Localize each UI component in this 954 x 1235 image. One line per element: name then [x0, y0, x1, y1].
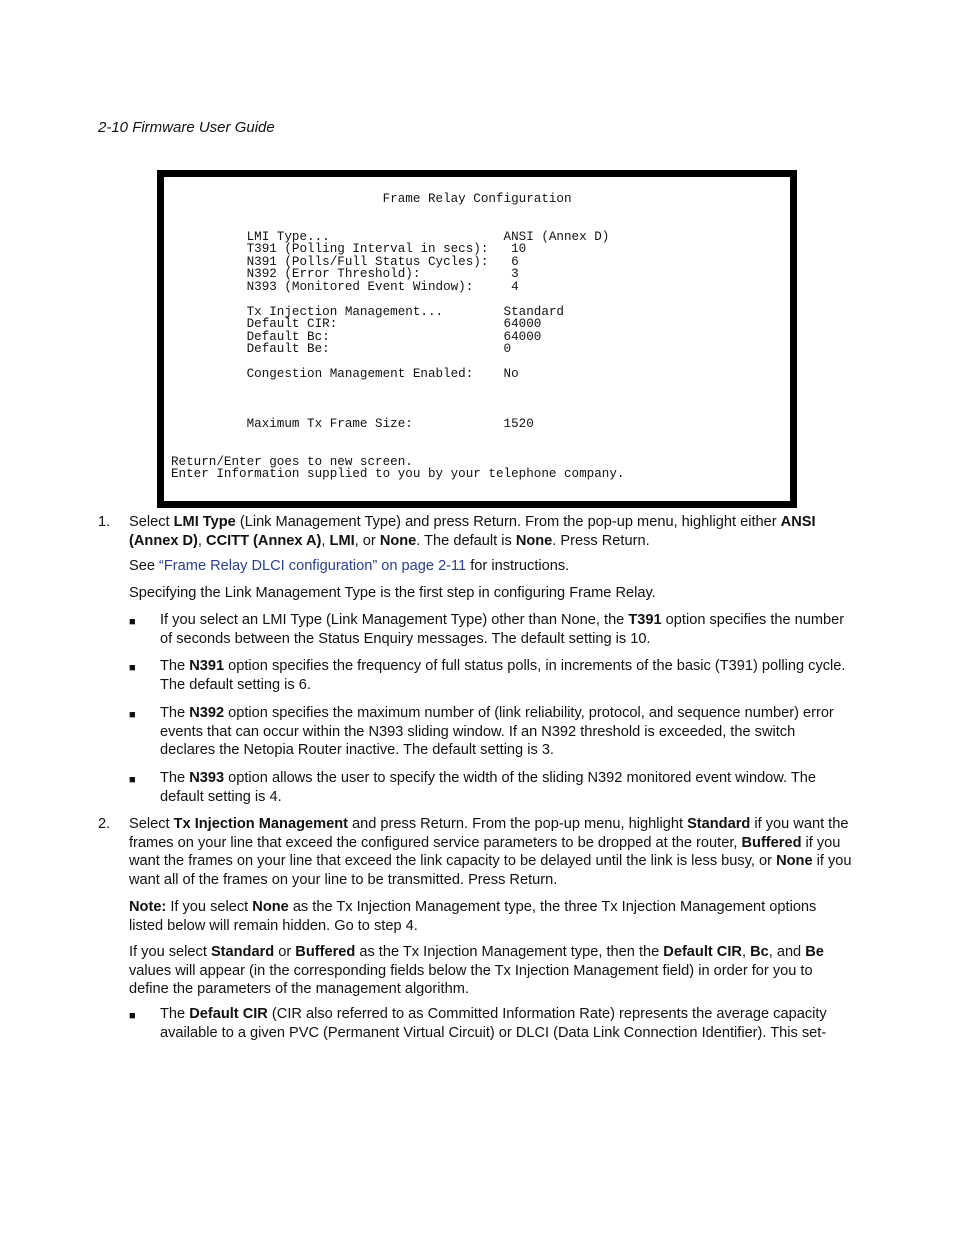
bullet-icon: ■: [129, 616, 136, 628]
see-reference: See “Frame Relay DLCI configuration” on page 2-11 for instructions.: [129, 558, 570, 574]
terminal-screen: [157, 170, 797, 508]
running-head: 2-10 Firmware User Guide: [98, 119, 275, 136]
step-number: 2.: [98, 816, 111, 832]
bullet-icon: ■: [129, 774, 136, 786]
step-1-text: Select LMI Type (Link Management Type) and press Return. From the pop-up menu, highlight either ANSI (Annex D), CCITT (Annex A), LMI, or None. The default is None. Press Return.: [129, 514, 816, 549]
bullet-t391: If you select an LMI Type (Link Management Type) other than None, the T391 option specifies the number of seconds between the Status Enquiry messages. The default setting is 10.: [160, 612, 845, 647]
bullet-icon: ■: [129, 709, 136, 721]
bullet-n393: The N393 option allows the user to specify the width of the sliding N392 monitored event window. The default setting is 4.: [160, 770, 817, 805]
specifying-text: Specifying the Link Management Type is the first step in configuring Frame Relay.: [129, 585, 656, 601]
step-2-text: Select Tx Injection Management and press Return. From the pop-up menu, highlight Standard if you want the frames on your line that exceed the configured service parameters to be dropped at the router, Buffered if you want the frames on your line that exceed the link capacity to be delayed until the link is less busy, or None if you want all of the frames on your line to be transmitted. Press Return.: [129, 816, 852, 888]
terminal-text: Frame Relay Configuration LMI Type... ANSI (Annex D) T391 (Polling Interval in secs): 10 N391 (Polls/Full Status Cycles): 6 N392 (Error Threshold): 3 N393 (Monitored Event Window): 4 Tx Injection Management... Standard Default CIR: 64000 Default Bc: 64000 Default Be: 0 Congestion Management Enabled: No Maximum Tx Frame Size: 1520 Return/Enter goes to new screen. Enter Information supplied to you by your telephone company.: [171, 192, 625, 481]
bullet-n391: The N391 option specifies the frequency of full status polls, in increments of the basic (T391) polling cycle. The default setting is 6.: [160, 658, 846, 693]
bullet-icon: ■: [129, 662, 136, 674]
step-number: 1.: [98, 514, 111, 530]
note-text: Note: If you select None as the Tx Injection Management type, the three Tx Injection Management options listed below will remain hidden. Go to step 4.: [129, 899, 817, 934]
bullet-icon: ■: [129, 1010, 136, 1022]
standard-buffered-text: If you select Standard or Buffered as the Tx Injection Management type, then the Default CIR, Bc, and Be values will appear (in the corresponding fields below the Tx Injection Management field) in order for you to define the parameters of the management algorithm.: [129, 944, 824, 997]
bullet-n392: The N392 option specifies the maximum number of (link reliability, protocol, and sequence number) error events that can occur within the N393 sliding window. If an N392 threshold is exceeded, the switch declares the Netopia Router inactive. The default setting is 3.: [160, 705, 834, 758]
cross-reference-link[interactable]: “Frame Relay DLCI configuration” on page 2-11: [159, 558, 467, 574]
bullet-default-cir: The Default CIR (CIR also referred to as Committed Information Rate) represents the average capacity available to a given PVC (Permanent Virtual Circuit) or DLCI (Data Link Connection Identifier). This set-: [160, 1006, 827, 1041]
